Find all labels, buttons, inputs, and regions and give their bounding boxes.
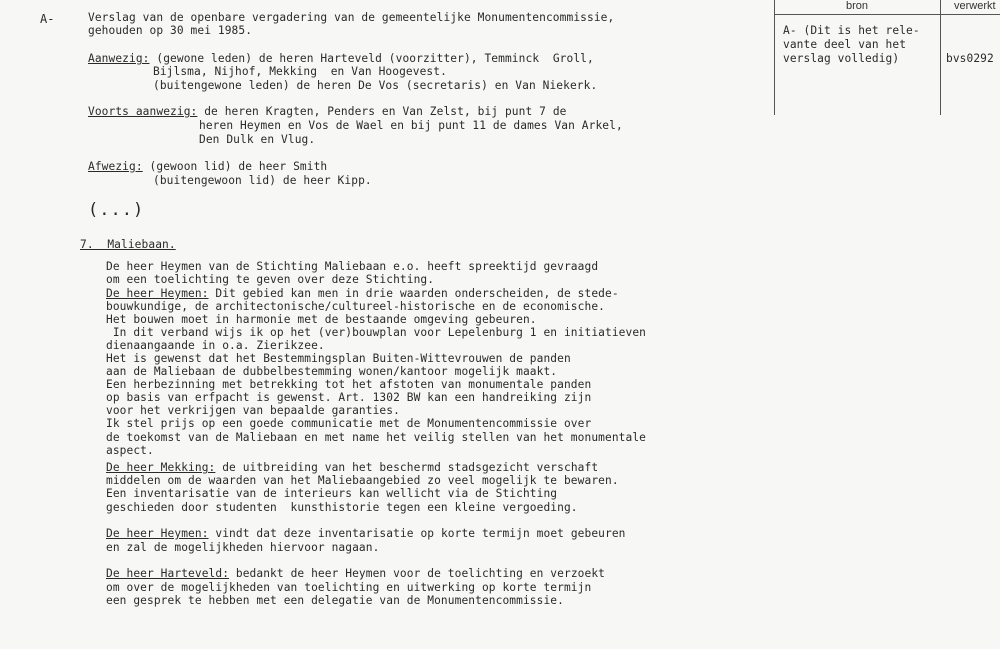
verwerkt-code: bvs0292 [946,52,994,65]
panel-column-divider [940,0,941,115]
bron-line-1: A- (Dit is het rele- [783,24,920,37]
section-title [80,238,176,252]
heymen-line-5: Het is gewenst dat het Bestemmingsplan Buiten-Wittevrouwen de panden [106,352,571,365]
harteveld-line-2: een gesprek te hebben met een delegatie van de Monumentencommissie. [106,594,564,607]
intro-line-2: gehouden op 30 mei 1985. [88,24,253,37]
heymen-line-12: aspect. [106,444,154,457]
harteveld-line [106,567,605,581]
bron-line-3: verslag volledig) [783,52,900,65]
mekking-line-3: geschieden door studenten kunsthistorie tegen een kleine vergoeding. [106,501,578,514]
harteveld-first: bedankt de heer Heymen voor de toelichting en verzoekt [229,567,605,580]
mekking-label: De heer Mekking: [106,461,216,474]
ellipsis: (...) [88,200,145,220]
panel-header-rule [774,14,1000,15]
heymen-line-1: bouwkundige, de architectonische/cultureel-historische en de economische. [106,300,605,313]
harteveld-line-1: om over de mogelijkheden van toelichting en uitwerking op korte termijn [106,581,592,594]
heymen-first: Dit gebied kan men in drie waarden onderscheiden, de stede- [208,287,619,300]
heymen-line-4: dienaangaande in o.a. Zierikzee. [106,339,325,352]
heymen-label: De heer Heymen: [106,287,209,300]
heymen-line-3: In dit verband wijs ik op het (ver)bouwplan voor Lepelenburg 1 en initiatieven [106,326,646,339]
heymen-line-10: Ik stel prijs op een goede communicatie met de Monumentencommissie over [106,417,592,430]
heymen-line-2: Het bouwen moet in harmonie met de bestaande omgeving gebeuren. [106,313,537,326]
intro-line-1: Verslag van de openbare vergadering van de gemeentelijke Monumentencommissie, [88,11,615,24]
section-title-text: 7. Maliebaan. [80,238,176,251]
aanwezig-text-2: Bijlsma, Nijhof, Mekking en Van Hoogevest. [153,65,447,78]
voorts-text-3: Den Dulk en Vlug. [199,133,316,146]
aanwezig-line [88,52,594,66]
heymen-line-8: op basis van erfpacht is gewenst. Art. 1302 BW kan een handreiking zijn [106,391,592,404]
heymen-line [106,287,619,301]
p1-line-2: om een toelichting te geven over deze Stichting. [106,273,435,286]
aanwezig-label: Aanwezig: [88,52,150,65]
header-verwerkt: verwerkt [954,0,996,12]
mekking-line-1: middelen om de waarden van het Maliebaangebied zo veel mogelijk te bewaren. [106,474,619,487]
afwezig-text-1: (gewoon lid) de heer Smith [142,160,328,173]
voorts-line [88,105,567,119]
header-bron: bron [846,0,869,12]
afwezig-text-2: (buitengewoon lid) de heer Kipp. [153,174,372,187]
heymen-line-11: de toekomst van de Maliebaan en met name het veilig stellen van het monumentale [106,431,646,444]
p1-line-1: De heer Heymen van de Stichting Maliebaan e.o. heeft spreektijd gevraagd [106,260,599,273]
voorts-text-2: heren Heymen en Vos de Wael en bij punt 11 de dames Van Arkel, [199,119,623,132]
heymen-line-6: aan de Maliebaan de dubbelbestemming wonen/kantoor mogelijk maakt. [106,365,558,378]
mekking-first: de uitbreiding van het beschermd stadsgezicht verschaft [215,461,599,474]
heymen2-line [106,527,626,541]
voorts-text-1: de heren Kragten, Penders en Van Zelst, bij punt 7 de [197,105,567,118]
mekking-line [106,461,598,475]
heymen2-label: De heer Heymen: [106,527,209,540]
document-marker: A- [40,12,55,26]
source-panel [774,0,1000,115]
heymen-line-9: voor het verkrijgen van bepaalde garanties. [106,404,400,417]
voorts-label: Voorts aanwezig: [88,105,198,118]
heymen-line-7: Een herbezinning met betrekking tot het afstoten van monumentale panden [106,378,592,391]
afwezig-line [88,160,327,174]
aanwezig-text-3: (buitengewone leden) de heren De Vos (secretaris) en Van Niekerk. [153,79,598,92]
afwezig-label: Afwezig: [88,160,143,173]
mekking-line-2: Een inventarisatie van de interieurs kan wellicht via de Stichting [106,487,558,500]
harteveld-label: De heer Harteveld: [106,567,230,580]
bron-line-2: vante deel van het [783,38,907,51]
panel-left-border [774,0,775,115]
aanwezig-text-1: (gewone leden) de heren Harteveld (voorzitter), Temminck Groll, [149,52,594,65]
heymen2-line-1: en zal de mogelijkheden hiervoor nagaan. [106,541,380,554]
heymen2-first: vindt dat deze inventarisatie op korte termijn moet gebeuren [208,527,626,540]
